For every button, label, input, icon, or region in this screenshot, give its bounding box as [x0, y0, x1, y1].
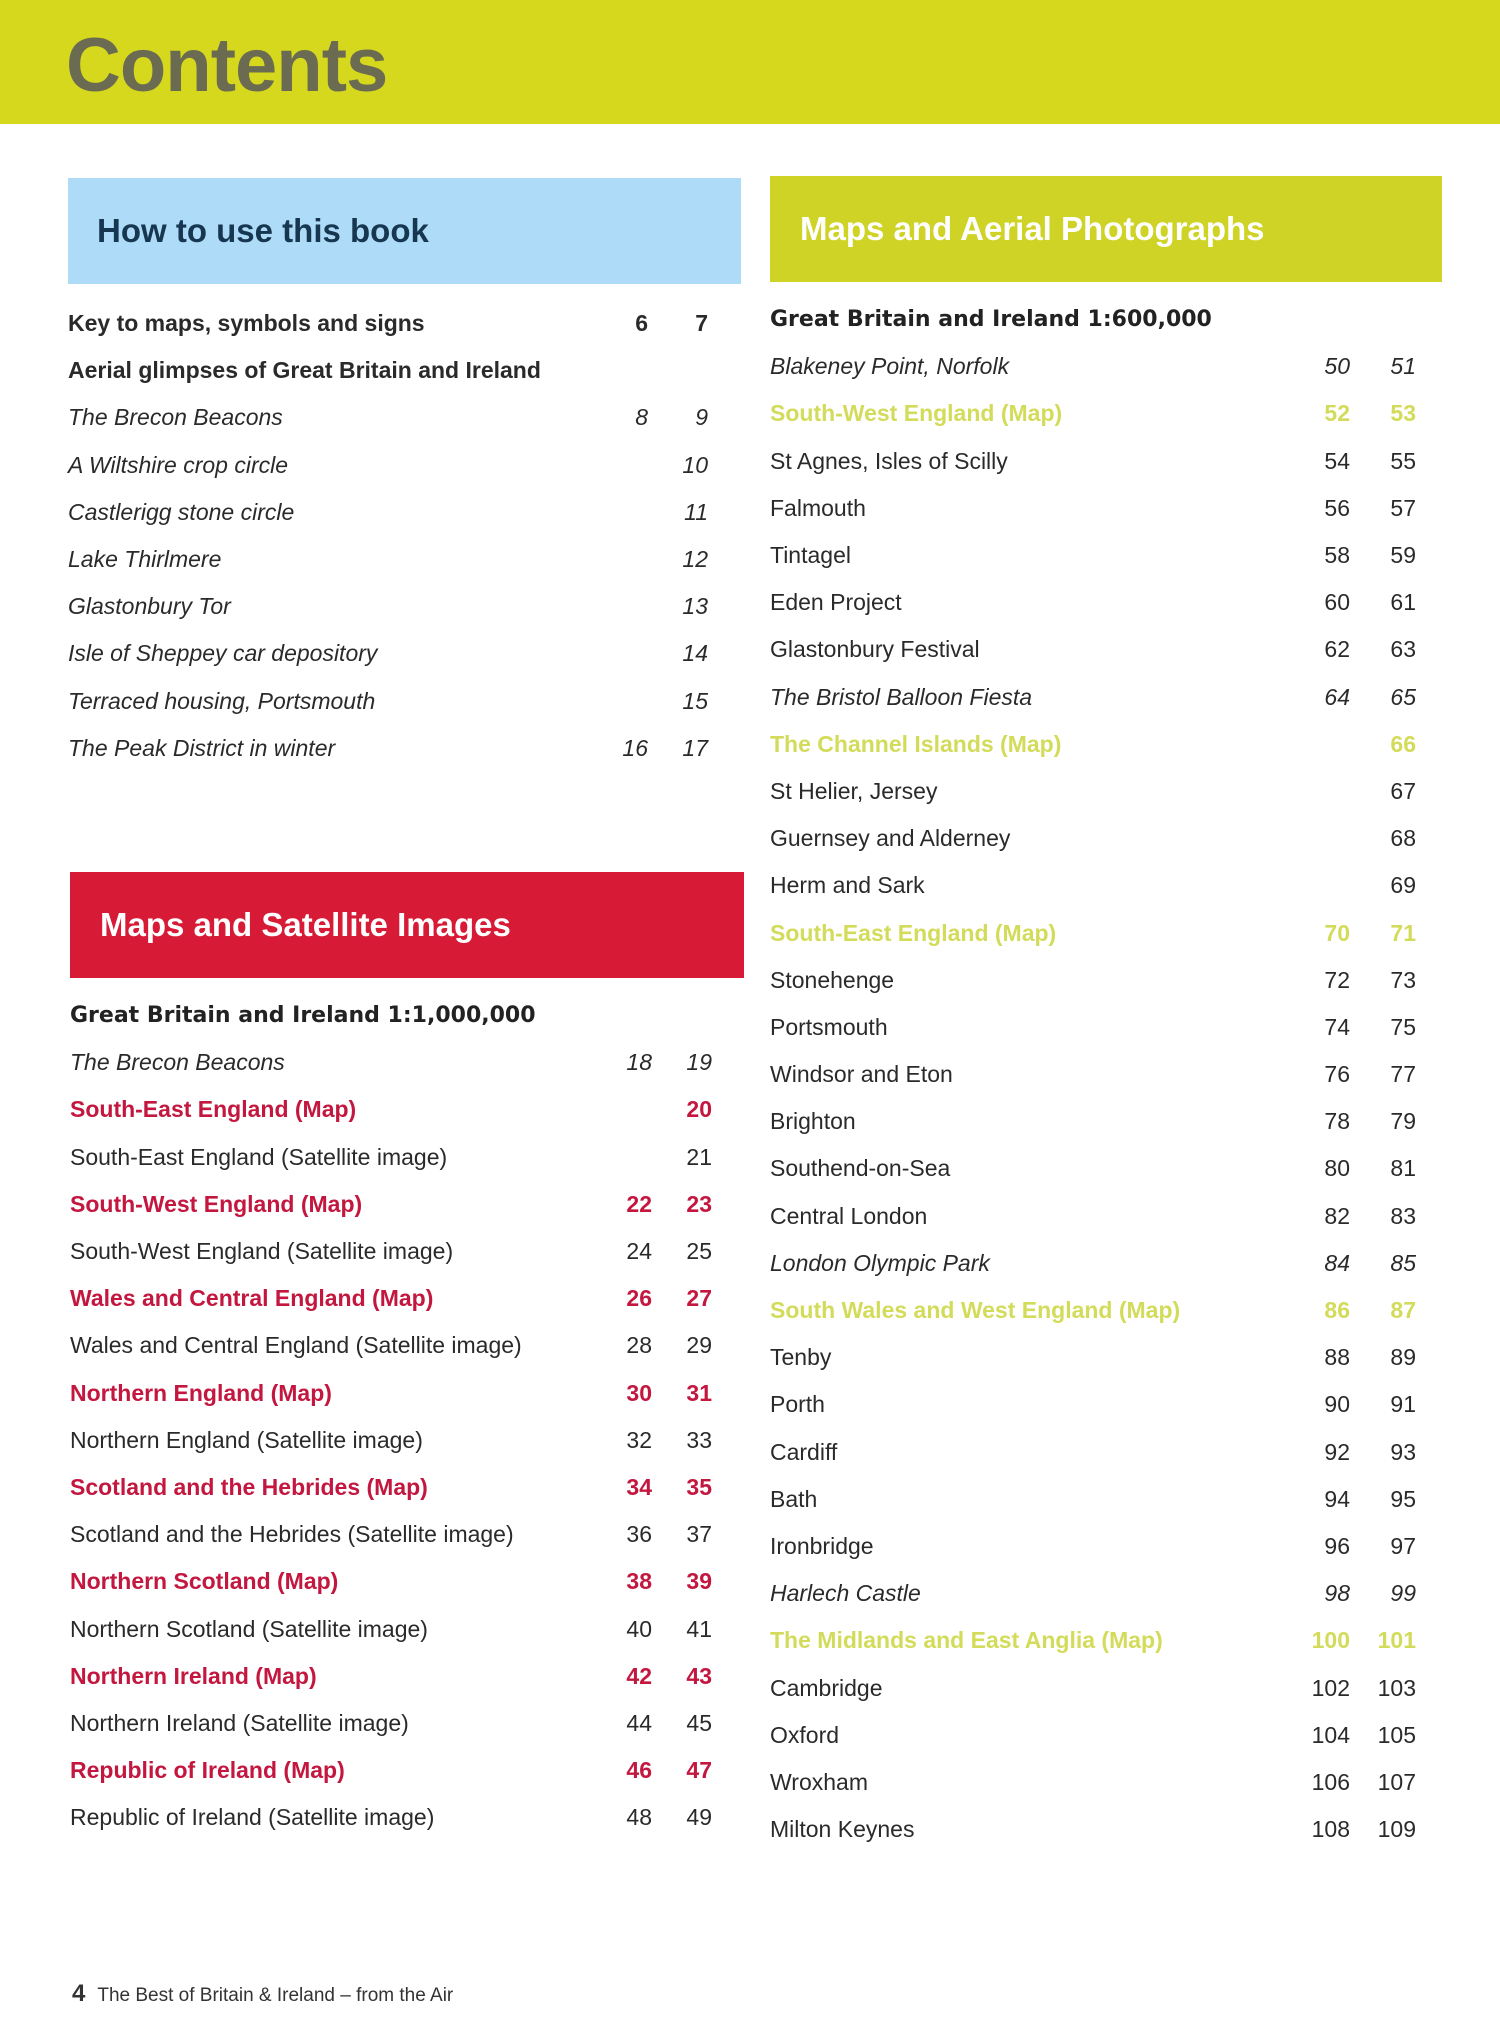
entry-title: South-West England (Map) [770, 400, 1063, 427]
entry-page-start: 58 [1324, 542, 1350, 569]
toc-entry[interactable] [770, 1004, 1416, 1051]
entry-page-end: 35 [686, 1473, 712, 1500]
entry-page-end: 29 [686, 1332, 712, 1359]
toc-entry[interactable] [770, 1617, 1416, 1664]
entry-page-end: 87 [1390, 1297, 1416, 1324]
entry-page-end: 10 [682, 451, 708, 478]
toc-entry[interactable] [68, 300, 708, 347]
toc-entry[interactable] [70, 1370, 712, 1417]
entry-title: Wales and Central England (Satellite image) [70, 1332, 522, 1359]
page-number: 4 [72, 1980, 86, 2007]
toc-entry[interactable] [770, 532, 1416, 579]
toc-entry[interactable] [770, 1240, 1416, 1287]
entry-title: Scotland and the Hebrides (Satellite image) [70, 1521, 514, 1548]
entry-page-end: 69 [1390, 872, 1416, 899]
entry-title: Central London [770, 1202, 928, 1229]
entry-page-start: 60 [1324, 589, 1350, 616]
section-header-how-to-use [68, 178, 741, 284]
toc-entry[interactable] [68, 583, 708, 630]
toc-entry[interactable] [770, 626, 1416, 673]
toc-entry[interactable] [68, 630, 708, 677]
entry-page-end: 17 [682, 734, 708, 761]
entry-title: Wales and Central England (Map) [70, 1285, 434, 1312]
entry-title: Cambridge [770, 1674, 883, 1701]
entry-page-end: 99 [1390, 1580, 1416, 1607]
entry-page-end: 9 [695, 404, 708, 431]
entry-page-end: 85 [1390, 1249, 1416, 1276]
entry-page-start: 22 [626, 1190, 652, 1217]
entry-page-end: 25 [686, 1238, 712, 1265]
entry-page-end: 77 [1390, 1061, 1416, 1088]
toc-entry[interactable] [70, 1039, 712, 1086]
entry-page-start: 26 [626, 1285, 652, 1312]
entry-page-end: 93 [1390, 1438, 1416, 1465]
toc-entry[interactable] [70, 1605, 712, 1652]
entry-title: Republic of Ireland (Satellite image) [70, 1804, 435, 1831]
entry-page-start: 102 [1311, 1674, 1350, 1701]
entry-page-end: 21 [686, 1143, 712, 1170]
entry-title: South-West England (Map) [70, 1190, 363, 1217]
entry-title: Aerial glimpses of Great Britain and Ireland [68, 357, 541, 384]
entry-page-end: 45 [686, 1709, 712, 1736]
entry-page-start: 54 [1324, 447, 1350, 474]
toc-entry[interactable] [70, 1228, 712, 1275]
toc-entry[interactable] [770, 1476, 1416, 1523]
entry-title: Bath [770, 1485, 818, 1512]
entry-title: Northern England (Map) [70, 1379, 332, 1406]
entry-page-start: 74 [1324, 1013, 1350, 1040]
entry-page-end: 11 [684, 498, 708, 525]
entry-page-start: 38 [626, 1568, 652, 1595]
toc-subheading [770, 296, 1416, 343]
entry-page-start: 84 [1324, 1249, 1350, 1276]
entry-page-start: 70 [1324, 919, 1350, 946]
entry-page-start: 28 [626, 1332, 652, 1359]
entry-page-end: 75 [1390, 1013, 1416, 1040]
entry-page-start: 24 [626, 1238, 652, 1265]
entry-page-end: 27 [686, 1285, 712, 1312]
entry-title: South-East England (Satellite image) [70, 1143, 448, 1170]
entry-page-end: 23 [686, 1190, 712, 1217]
toc-entry[interactable] [70, 1086, 712, 1133]
toc-entry[interactable] [68, 442, 708, 489]
page-title: Contents [66, 23, 388, 108]
entry-title: Scotland and the Hebrides (Map) [70, 1473, 428, 1500]
entry-page-start: 104 [1311, 1721, 1350, 1748]
entry-title: Castlerigg stone circle [68, 498, 295, 525]
entry-page-end: 61 [1390, 589, 1416, 616]
entry-title: Portsmouth [770, 1013, 888, 1040]
entry-page-end: 20 [686, 1096, 712, 1123]
entry-page-end: 31 [686, 1379, 712, 1406]
entry-page-end: 89 [1390, 1344, 1416, 1371]
entry-page-end: 109 [1377, 1816, 1416, 1843]
entry-page-start: 62 [1324, 636, 1350, 663]
entry-page-start: 6 [635, 310, 648, 337]
entry-title: South Wales and West England (Map) [770, 1297, 1181, 1324]
entry-page-start: 100 [1311, 1627, 1350, 1654]
entry-page-end: 59 [1390, 542, 1416, 569]
entry-page-end: 15 [682, 687, 708, 714]
toc-list-maps-satellite [70, 992, 712, 1841]
entry-page-start: 86 [1324, 1297, 1350, 1324]
entry-title: London Olympic Park [770, 1249, 990, 1276]
entry-page-start: 80 [1324, 1155, 1350, 1182]
entry-page-end: 43 [686, 1662, 712, 1689]
subheading-label: Great Britain and Ireland 1:600,000 [770, 307, 1212, 333]
toc-entry[interactable] [70, 1700, 712, 1747]
entry-page-end: 68 [1390, 825, 1416, 852]
toc-entry[interactable] [770, 1523, 1416, 1570]
entry-page-start: 76 [1324, 1061, 1350, 1088]
section-header-label: Maps and Aerial Photographs [800, 210, 1265, 247]
entry-page-end: 65 [1390, 683, 1416, 710]
entry-page-start: 96 [1324, 1532, 1350, 1559]
toc-entry[interactable] [70, 1794, 712, 1841]
entry-title: Harlech Castle [770, 1580, 921, 1607]
entry-page-end: 7 [695, 310, 708, 337]
entry-page-start: 30 [626, 1379, 652, 1406]
toc-entry[interactable] [70, 1464, 712, 1511]
toc-subheading [70, 992, 712, 1039]
entry-title: Porth [770, 1391, 825, 1418]
toc-entry[interactable] [70, 1747, 712, 1794]
entry-title: St Helier, Jersey [770, 777, 938, 804]
entry-page-start: 52 [1324, 400, 1350, 427]
entry-page-start: 98 [1324, 1580, 1350, 1607]
entry-title: South-East England (Map) [70, 1096, 357, 1123]
entry-page-end: 95 [1390, 1485, 1416, 1512]
toc-entry[interactable] [770, 1712, 1416, 1759]
entry-page-start: 108 [1311, 1816, 1350, 1843]
entry-page-end: 67 [1390, 777, 1416, 804]
entry-page-start: 48 [626, 1804, 652, 1831]
entry-title: The Bristol Balloon Fiesta [770, 683, 1033, 710]
entry-title: Republic of Ireland (Map) [70, 1757, 345, 1784]
entry-page-end: 103 [1377, 1674, 1416, 1701]
toc-entry[interactable] [770, 957, 1416, 1004]
entry-title: Terraced housing, Portsmouth [68, 687, 376, 714]
toc-entry[interactable] [770, 1381, 1416, 1428]
toc-list-how-to-use [68, 300, 708, 772]
entry-page-start: 56 [1324, 494, 1350, 521]
entry-page-end: 107 [1377, 1768, 1416, 1795]
section-header-label: How to use this book [97, 212, 429, 249]
entry-page-start: 72 [1324, 966, 1350, 993]
toc-entry[interactable] [68, 394, 708, 441]
entry-page-end: 66 [1390, 730, 1416, 757]
entry-page-end: 39 [686, 1568, 712, 1595]
entry-page-end: 79 [1390, 1108, 1416, 1135]
toc-entry[interactable] [770, 1145, 1416, 1192]
entry-title: South-West England (Satellite image) [70, 1238, 454, 1265]
toc-entry[interactable] [70, 1181, 712, 1228]
entry-title: Cardiff [770, 1438, 838, 1465]
entry-page-start: 42 [626, 1662, 652, 1689]
toc-entry[interactable] [70, 1511, 712, 1558]
entry-page-end: 71 [1390, 919, 1416, 946]
entry-title: Key to maps, symbols and signs [68, 310, 425, 337]
entry-page-end: 12 [682, 546, 708, 573]
toc-entry[interactable] [70, 1322, 712, 1369]
running-footer-title: The Best of Britain & Ireland – from the Air [97, 1985, 454, 2006]
entry-page-start: 32 [626, 1426, 652, 1453]
entry-title: Stonehenge [770, 966, 895, 993]
toc-entry[interactable] [770, 343, 1416, 390]
entry-page-end: 41 [686, 1615, 712, 1642]
toc-entry[interactable] [770, 1193, 1416, 1240]
entry-page-end: 81 [1390, 1155, 1416, 1182]
toc-entry[interactable] [70, 1134, 712, 1181]
page-footer [72, 1980, 453, 2008]
entry-page-start: 88 [1324, 1344, 1350, 1371]
entry-page-start: 92 [1324, 1438, 1350, 1465]
toc-entry[interactable] [68, 347, 708, 394]
entry-title: Ironbridge [770, 1532, 874, 1559]
entry-title: Isle of Sheppey car depository [68, 640, 378, 667]
entry-title: Northern Ireland (Map) [70, 1662, 317, 1689]
entry-page-start: 64 [1324, 683, 1350, 710]
toc-entry[interactable] [770, 1051, 1416, 1098]
entry-page-end: 53 [1390, 400, 1416, 427]
entry-title: Wroxham [770, 1768, 868, 1795]
entry-page-start: 40 [626, 1615, 652, 1642]
entry-title: Herm and Sark [770, 872, 925, 899]
entry-title: Brighton [770, 1108, 856, 1135]
entry-page-end: 63 [1390, 636, 1416, 663]
entry-page-start: 90 [1324, 1391, 1350, 1418]
entry-title: Northern England (Satellite image) [70, 1426, 423, 1453]
toc-entry[interactable] [770, 438, 1416, 485]
toc-entry[interactable] [770, 1806, 1416, 1853]
entry-title: The Peak District in winter [68, 734, 336, 761]
entry-title: The Brecon Beacons [70, 1049, 285, 1076]
entry-title: South-East England (Map) [770, 919, 1057, 946]
entry-title: Oxford [770, 1721, 840, 1748]
entry-title: Glastonbury Festival [770, 636, 980, 663]
entry-page-end: 33 [686, 1426, 712, 1453]
entry-title: Eden Project [770, 589, 902, 616]
entry-page-start: 50 [1324, 353, 1350, 380]
toc-entry[interactable] [770, 1334, 1416, 1381]
toc-entry[interactable] [68, 725, 708, 772]
entry-title: The Midlands and East Anglia (Map) [770, 1627, 1163, 1654]
entry-title: Southend-on-Sea [770, 1155, 951, 1182]
toc-entry[interactable] [770, 579, 1416, 626]
toc-entry[interactable] [770, 1570, 1416, 1617]
toc-entry[interactable] [70, 1653, 712, 1700]
entry-title: Blakeney Point, Norfolk [770, 353, 1010, 380]
toc-entry[interactable] [70, 1558, 712, 1605]
toc-entry[interactable] [770, 1664, 1416, 1711]
entry-page-start: 34 [626, 1473, 652, 1500]
subheading-label: Great Britain and Ireland 1:1,000,000 [70, 1003, 536, 1029]
toc-entry[interactable] [770, 1759, 1416, 1806]
entry-page-end: 57 [1390, 494, 1416, 521]
section-header-maps-satellite [70, 872, 744, 978]
entry-page-start: 82 [1324, 1202, 1350, 1229]
entry-page-start: 78 [1324, 1108, 1350, 1135]
section-header-maps-aerial [770, 176, 1442, 282]
entry-page-end: 49 [686, 1804, 712, 1831]
entry-title: Glastonbury Tor [68, 593, 231, 620]
toc-entry[interactable] [770, 485, 1416, 532]
entry-page-start: 16 [622, 734, 648, 761]
entry-page-end: 101 [1377, 1627, 1416, 1654]
toc-entry[interactable] [70, 1417, 712, 1464]
toc-entry[interactable] [770, 674, 1416, 721]
toc-list-maps-aerial [770, 296, 1416, 1853]
entry-page-end: 37 [686, 1521, 712, 1548]
entry-title: A Wiltshire crop circle [68, 451, 289, 478]
toc-entry[interactable] [770, 909, 1416, 956]
entry-page-start: 18 [626, 1049, 652, 1076]
entry-page-start: 94 [1324, 1485, 1350, 1512]
entry-page-end: 73 [1390, 966, 1416, 993]
entry-page-end: 47 [686, 1757, 712, 1784]
entry-page-end: 91 [1390, 1391, 1416, 1418]
entry-title: Windsor and Eton [770, 1061, 953, 1088]
entry-title: Northern Scotland (Satellite image) [70, 1615, 428, 1642]
toc-entry[interactable] [770, 815, 1416, 862]
toc-entry[interactable] [70, 1275, 712, 1322]
toc-entry[interactable] [770, 1287, 1416, 1334]
entry-title: Northern Scotland (Map) [70, 1568, 339, 1595]
entry-page-end: 97 [1390, 1532, 1416, 1559]
toc-entry[interactable] [770, 390, 1416, 437]
entry-page-start: 44 [626, 1709, 652, 1736]
entry-page-start: 8 [635, 404, 648, 431]
toc-entry[interactable] [770, 768, 1416, 815]
toc-entry[interactable] [770, 1098, 1416, 1145]
entry-title: Falmouth [770, 494, 866, 521]
entry-page-end: 105 [1377, 1721, 1416, 1748]
toc-entry[interactable] [68, 489, 708, 536]
entry-page-start: 36 [626, 1521, 652, 1548]
entry-title: Lake Thirlmere [68, 546, 222, 573]
section-header-label: Maps and Satellite Images [100, 906, 511, 943]
entry-page-end: 51 [1390, 353, 1416, 380]
entry-title: St Agnes, Isles of Scilly [770, 447, 1008, 474]
toc-entry[interactable] [770, 1429, 1416, 1476]
entry-title: The Channel Islands (Map) [770, 730, 1062, 757]
entry-page-end: 55 [1390, 447, 1416, 474]
entry-page-start: 46 [626, 1757, 652, 1784]
entry-title: Milton Keynes [770, 1816, 915, 1843]
toc-entry[interactable] [770, 721, 1416, 768]
entry-title: Tenby [770, 1344, 832, 1371]
entry-page-end: 83 [1390, 1202, 1416, 1229]
toc-entry[interactable] [68, 678, 708, 725]
entry-title: Tintagel [770, 542, 851, 569]
entry-page-end: 19 [686, 1049, 712, 1076]
entry-title: Guernsey and Alderney [770, 825, 1011, 852]
entry-page-end: 14 [682, 640, 708, 667]
entry-title: Northern Ireland (Satellite image) [70, 1709, 409, 1736]
entry-page-end: 13 [682, 593, 708, 620]
toc-entry[interactable] [68, 536, 708, 583]
entry-page-start: 106 [1311, 1768, 1350, 1795]
entry-title: The Brecon Beacons [68, 404, 283, 431]
toc-entry[interactable] [770, 862, 1416, 909]
